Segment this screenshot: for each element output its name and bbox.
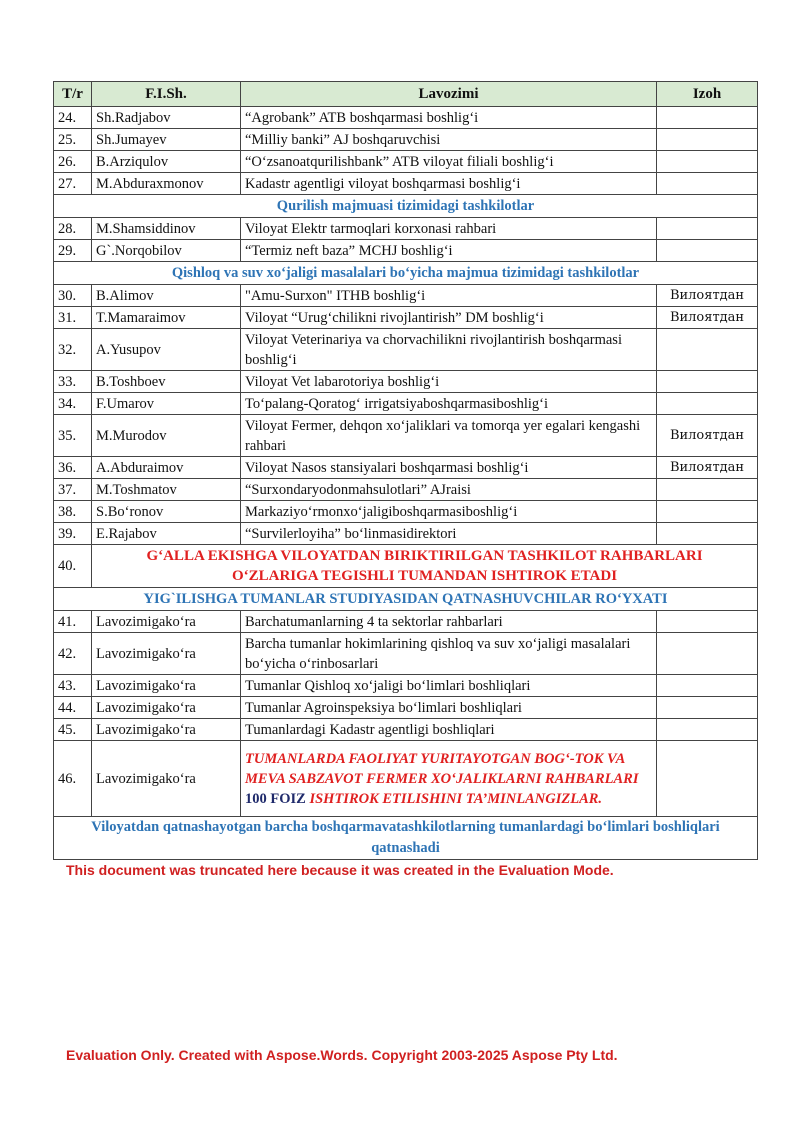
section-row — [54, 195, 758, 218]
grain-sowing-notice-line2: O‘ZLARIGA TEGISHLI TUMANDAN ISHTIROK ETADI — [231, 568, 618, 584]
row-number: 25. — [54, 129, 92, 151]
farmer-notice-percent: 100 FOIZ — [245, 791, 306, 807]
row-name: M.Toshmatov — [92, 479, 241, 501]
row-position: Viloyat Elektr tarmoqlari korxonasi rahbari — [241, 218, 657, 240]
row-position: “O‘zsanoatqurilishbank” ATB viloyat filiali boshlig‘i — [241, 151, 657, 173]
row-note — [657, 151, 758, 173]
row-number: 45. — [54, 719, 92, 741]
table-row — [54, 633, 758, 675]
table-row — [54, 611, 758, 633]
row-position: “Survilerloyiha” bo‘linmasidirektori — [241, 523, 657, 545]
row-note: Вилоятдан — [657, 307, 758, 329]
footer-row — [54, 817, 758, 860]
row-name: B.Alimov — [92, 285, 241, 307]
row-note — [657, 675, 758, 697]
row-note — [657, 741, 758, 817]
row-number: 27. — [54, 173, 92, 195]
evaluation-watermark: Evaluation Only. Created with Aspose.Words. Copyright 2003-2025 Aspose Pty Ltd. — [66, 1047, 618, 1063]
row-note: Вилоятдан — [657, 457, 758, 479]
row-number: 33. — [54, 371, 92, 393]
table-row — [54, 415, 758, 457]
row-position: Tumanlar Qishloq xo‘jaligi bo‘limlari boshliqlari — [241, 675, 657, 697]
table-row — [54, 307, 758, 329]
row-name: A.Abduraimov — [92, 457, 241, 479]
row-position: Markaziyo‘rmonxo‘jaligiboshqarmasiboshlig‘i — [241, 501, 657, 523]
row-name: Lavozimigako‘ra — [92, 675, 241, 697]
row-name: E.Rajabov — [92, 523, 241, 545]
grain-sowing-notice-line1: G‘ALLA EKISHGA VILOYATDAN BIRIKTIRILGAN TASHKILOT RAHBARLARI — [146, 548, 703, 564]
truncation-note: This document was truncated here because it was created in the Evaluation Mode. — [66, 862, 614, 878]
row-note — [657, 611, 758, 633]
row-name: F.Umarov — [92, 393, 241, 415]
row-name: Lavozimigako‘ra — [92, 741, 241, 817]
row-position: Viloyat Vet labarotoriya boshlig‘i — [241, 371, 657, 393]
row-name: T.Mamaraimov — [92, 307, 241, 329]
row-number: 30. — [54, 285, 92, 307]
row-position: Viloyat Fermer, dehqon xo‘jaliklari va tomorqa yer egalari kengashi rahbari — [241, 415, 657, 457]
farmer-notice — [241, 741, 657, 817]
table-row — [54, 675, 758, 697]
header-number: T/r — [54, 82, 92, 107]
row-note — [657, 501, 758, 523]
row-note — [657, 633, 758, 675]
row-name: Sh.Jumayev — [92, 129, 241, 151]
row-name: Lavozimigako‘ra — [92, 719, 241, 741]
row-position: Barchatumanlarning 4 ta sektorlar rahbarlari — [241, 611, 657, 633]
row-number: 29. — [54, 240, 92, 262]
row-name: Sh.Radjabov — [92, 107, 241, 129]
row-note — [657, 697, 758, 719]
header-note: Izoh — [657, 82, 758, 107]
grain-sowing-notice — [92, 545, 758, 588]
table-row-46 — [54, 741, 758, 817]
row-number: 42. — [54, 633, 92, 675]
row-position: “Surxondaryodonmahsulotlari” AJraisi — [241, 479, 657, 501]
row-number: 39. — [54, 523, 92, 545]
table-row — [54, 151, 758, 173]
table-row — [54, 329, 758, 371]
row-position: "Amu-Surxon" ITHB boshlig‘i — [241, 285, 657, 307]
header-row — [54, 82, 758, 107]
row-position: Viloyat “Urug‘chilikni rivojlantirish” DM boshlig‘i — [241, 307, 657, 329]
row-number: 35. — [54, 415, 92, 457]
table-row — [54, 107, 758, 129]
row-number: 46. — [54, 741, 92, 817]
table-row — [54, 393, 758, 415]
table-row — [54, 371, 758, 393]
row-note — [657, 107, 758, 129]
row-note — [657, 329, 758, 371]
row-note — [657, 523, 758, 545]
table-row — [54, 523, 758, 545]
section-row — [54, 262, 758, 285]
row-position: Tumanlar Agroinspeksiya bo‘limlari boshliqlari — [241, 697, 657, 719]
row-number: 44. — [54, 697, 92, 719]
table-row — [54, 719, 758, 741]
row-name: Lavozimigako‘ra — [92, 697, 241, 719]
row-number: 40. — [54, 545, 92, 588]
row-name: B.Arziqulov — [92, 151, 241, 173]
regional-departments-notice: Viloyatdan qatnashayotgan barcha boshqarmavatashkilotlarning tumanlardagi bo‘limlari boshliqlari qatnashadi — [54, 817, 758, 860]
row-position: Kadastr agentligi viloyat boshqarmasi boshlig‘i — [241, 173, 657, 195]
row-number: 36. — [54, 457, 92, 479]
row-position: Viloyat Veterinariya va chorvachilikni rivojlantirish boshqarmasi boshlig‘i — [241, 329, 657, 371]
row-number: 43. — [54, 675, 92, 697]
farmer-notice-text-a: TUMANLARDA FAOLIYAT YURITAYOTGAN BOG‘-TOK VA MEVA SABZAVOT FERMER XO‘JALIKLARNI RAHBARLARI — [245, 751, 639, 787]
row-number: 28. — [54, 218, 92, 240]
row-position: Barcha tumanlar hokimlarining qishloq va suv xo‘jaligi masalalari bo‘yicha o‘rinbosarlari — [241, 633, 657, 675]
farmer-notice-text-c: ISHTIROK ETILISHINI TA’MINLANGIZLAR. — [305, 791, 603, 807]
table-row — [54, 129, 758, 151]
row-note — [657, 479, 758, 501]
table-row — [54, 285, 758, 307]
row-position: “Agrobank” ATB boshqarmasi boshlig‘i — [241, 107, 657, 129]
row-name: B.Toshboev — [92, 371, 241, 393]
row-name: G`.Norqobilov — [92, 240, 241, 262]
row-note: Вилоятдан — [657, 415, 758, 457]
header-name: F.I.Sh. — [92, 82, 241, 107]
row-name: M.Murodov — [92, 415, 241, 457]
table-row — [54, 240, 758, 262]
row-name: M.Shamsiddinov — [92, 218, 241, 240]
table-row — [54, 479, 758, 501]
row-note — [657, 393, 758, 415]
participants-table — [53, 81, 758, 860]
row-note — [657, 218, 758, 240]
section-title-district-studio: YIG`ILISHGA TUMANLAR STUDIYASIDAN QATNASHUVCHILAR RO‘YXATI — [54, 588, 758, 611]
row-name: Lavozimigako‘ra — [92, 611, 241, 633]
row-name: Lavozimigako‘ra — [92, 633, 241, 675]
table-row — [54, 457, 758, 479]
row-note — [657, 173, 758, 195]
row-name: A.Yusupov — [92, 329, 241, 371]
row-number: 32. — [54, 329, 92, 371]
row-name: S.Bo‘ronov — [92, 501, 241, 523]
row-position: Viloyat Nasos stansiyalari boshqarmasi boshlig‘i — [241, 457, 657, 479]
row-number: 37. — [54, 479, 92, 501]
row-number: 38. — [54, 501, 92, 523]
table-row — [54, 218, 758, 240]
table-row — [54, 697, 758, 719]
table-row — [54, 173, 758, 195]
row-number: 34. — [54, 393, 92, 415]
section-row — [54, 588, 758, 611]
row-note: Вилоятдан — [657, 285, 758, 307]
section-title-construction: Qurilish majmuasi tizimidagi tashkilotlar — [54, 195, 758, 218]
row-position: “Milliy banki” AJ boshqaruvchisi — [241, 129, 657, 151]
header-position: Lavozimi — [241, 82, 657, 107]
row-number: 31. — [54, 307, 92, 329]
table-row-40 — [54, 545, 758, 588]
section-title-agriculture: Qishloq va suv xo‘jaligi masalalari bo‘yicha majmua tizimidagi tashkilotlar — [54, 262, 758, 285]
row-position: To‘palang-Qoratog‘ irrigatsiyaboshqarmasiboshlig‘i — [241, 393, 657, 415]
row-number: 26. — [54, 151, 92, 173]
row-note — [657, 240, 758, 262]
table-row — [54, 501, 758, 523]
row-note — [657, 719, 758, 741]
row-note — [657, 129, 758, 151]
row-position: Tumanlardagi Kadastr agentligi boshliqlari — [241, 719, 657, 741]
row-position: “Termiz neft baza” MCHJ boshlig‘i — [241, 240, 657, 262]
row-number: 24. — [54, 107, 92, 129]
row-note — [657, 371, 758, 393]
row-name: M.Abduraxmonov — [92, 173, 241, 195]
row-number: 41. — [54, 611, 92, 633]
